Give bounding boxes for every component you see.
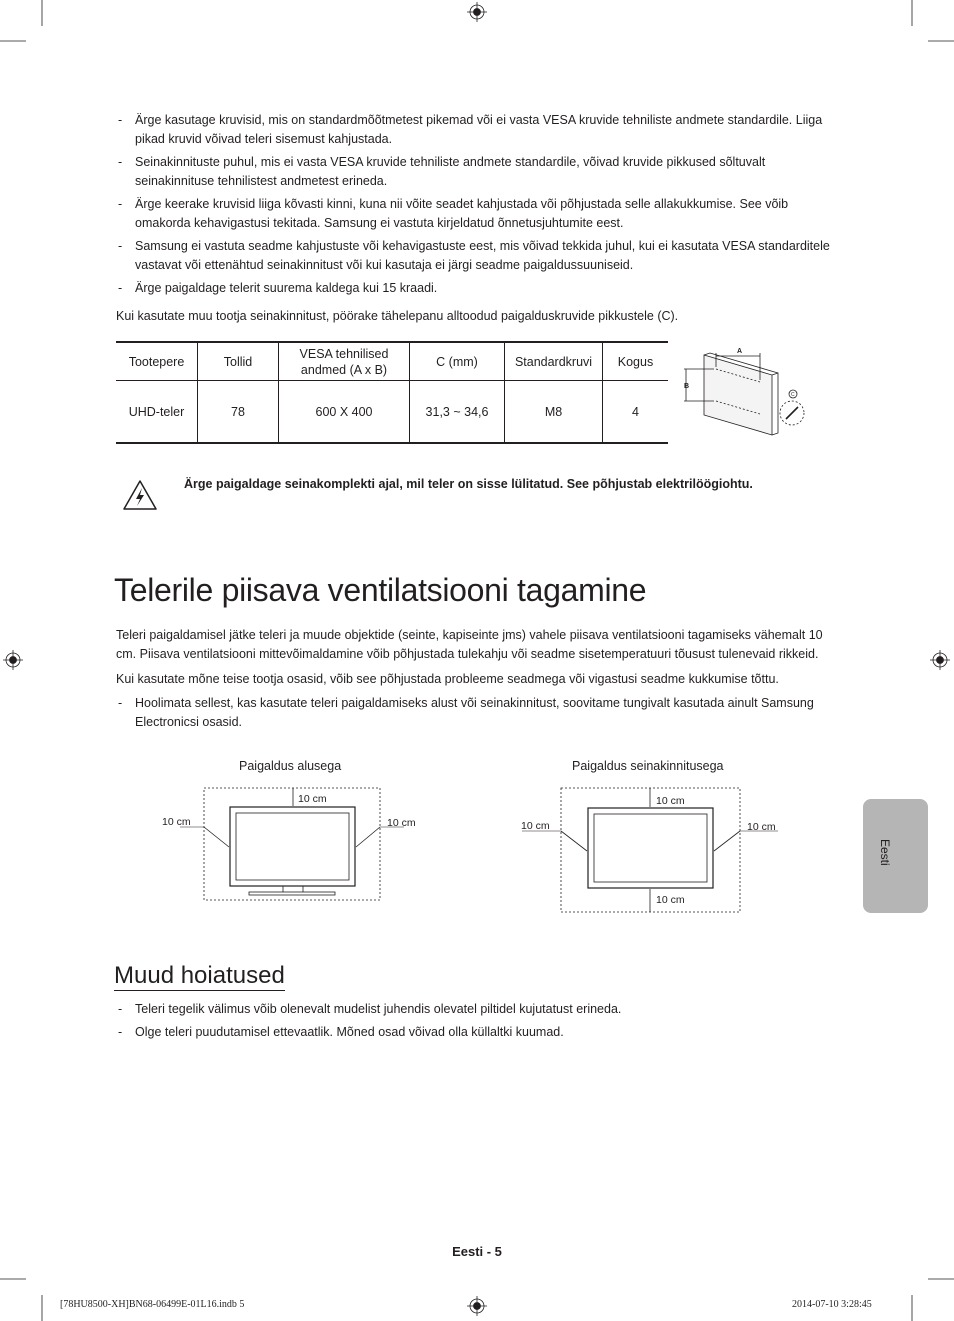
- table-cell: 600 X 400: [279, 381, 410, 444]
- clearance-label-left: 10 cm: [162, 816, 191, 828]
- page-number: Eesti - 5: [452, 1244, 502, 1259]
- footer-timestamp: 2014-07-10 3:28:45: [792, 1299, 872, 1310]
- wall-diagram-title: Paigaldus seinakinnitusega: [572, 759, 724, 773]
- table-cell: 31,3 ~ 34,6: [410, 381, 505, 444]
- language-side-tab: [863, 799, 928, 913]
- list-item: - Ärge paigaldage telerit suurema kaldega kui 15 kraadi.: [116, 279, 836, 298]
- clearance-label-right: 10 cm: [387, 817, 416, 829]
- stand-diagram-title: Paigaldus alusega: [239, 759, 342, 773]
- top-bullet-list: [116, 111, 836, 302]
- section-paragraph: Kui kasutate mõne teise tootja osasid, võib see põhjustada probleeme seadmega või vigastusi seadme kukkumise tõttu.: [116, 672, 779, 686]
- list-item: - Seinakinnituste puhul, mis ei vasta VESA kruvide tehniliste andmete standardile, võivad kruvide pikkused sõltuvalt seinakinnituse tehnilistest andmetest erineda.: [116, 153, 836, 191]
- list-item: - Olge teleri puudutamisel ettevaatlik. Mõned osad võivad olla küllaltki kuumad.: [116, 1023, 836, 1042]
- table-header-cell: VESA tehnilised andmed (A x B): [279, 342, 410, 381]
- table-cell: 78: [198, 381, 279, 444]
- subsection-title: Muud hoiatused: [114, 962, 285, 989]
- dimension-label-c: C: [791, 392, 795, 398]
- table-cell: M8: [505, 381, 603, 444]
- subsection-bullet-list: [116, 1000, 836, 1046]
- list-item: - Ärge keerake kruvisid liiga kõvasti kinni, kuna nii võite seadet kahjustada või põhjustada selle allakukkumise. See võib omakorda kehavigastusi tekitada. Samsung ei vastuta kirjeldatud õnnetusjuhtumite eest.: [116, 195, 836, 233]
- list-item: - Ärge kasutage kruvisid, mis on standardmõõtmetest pikemad või ei vasta VESA kruvide tehniliste andmete standardile. Liiga pikad kruvid võivad teleri sisemust kahjustada.: [116, 111, 836, 149]
- side-tab-label: Eesti: [878, 839, 892, 866]
- clearance-label-top: 10 cm: [298, 793, 327, 805]
- footer-file-name: [78HU8500-XH]BN68-06499E-01L16.indb 5: [60, 1299, 245, 1310]
- dimension-label-a: A: [737, 348, 743, 355]
- clearance-label-left: 10 cm: [521, 820, 550, 832]
- table-header-cell: Standardkruvi: [505, 342, 603, 381]
- table-header-cell: Tootepere: [116, 342, 198, 381]
- list-item: - Hoolimata sellest, kas kasutate teleri paigaldamiseks alust või seinakinnitust, soovitame tungivalt kasutada ainult Samsung Electronicsi osasid.: [116, 694, 836, 732]
- screw-spec-table: [116, 341, 668, 444]
- table-header-cell: C (mm): [410, 342, 505, 381]
- table-cell: 4: [603, 381, 669, 444]
- stand-installation-diagram: [160, 785, 420, 925]
- table-cell: UHD-teler: [116, 381, 198, 444]
- warning-text: Ärge paigaldage seinakomplekti ajal, mil teler on sisse lülitatud. See põhjustab elektrilöögiohtu.: [184, 477, 753, 491]
- list-item: - Samsung ei vastuta seadme kahjustuste või kehavigastuste eest, mis võivad tekkida juhul, kui ei kasutata VESA standarditele vastavat või ettenähtud seinakinnitust või kui kasutaja ei järgi seadme paigaldussuuniseid.: [116, 237, 836, 275]
- dimension-label-b: B: [684, 383, 690, 390]
- section-paragraph: Teleri paigaldamisel jätke teleri ja muude objektide (seinte, kapiseinte jms) vahele piisava ventilatsiooni tagamiseks vähemalt 10 cm. Piisava ventilatsiooni mittevõimaldamine võib põhjustada tulekahju või seadme sisetemperatuuri tõusust tulenevaid rikkeid.: [116, 628, 823, 661]
- clearance-label-top: 10 cm: [656, 795, 685, 807]
- wall-mount-diagram: [680, 343, 810, 443]
- section-bullet-list: [116, 694, 836, 736]
- electric-shock-warning-icon: [122, 479, 158, 511]
- intro-paragraph: Kui kasutate muu tootja seinakinnitust, pöörake tähelepanu alltoodud paigalduskruvide pikkustele (C).: [116, 309, 679, 323]
- table-header-cell: Tollid: [198, 342, 279, 381]
- table-header-cell: Kogus: [603, 342, 669, 381]
- table-header-row: [116, 342, 668, 381]
- table-row: [116, 381, 668, 444]
- list-item: - Teleri tegelik välimus võib olenevalt mudelist juhendis olevatel piltidel kujutatust erineda.: [116, 1000, 836, 1019]
- section-title: Telerile piisava ventilatsiooni tagamine: [114, 572, 647, 608]
- clearance-label-bottom: 10 cm: [656, 894, 685, 906]
- wall-installation-diagram: [518, 785, 788, 925]
- clearance-label-right: 10 cm: [747, 821, 776, 833]
